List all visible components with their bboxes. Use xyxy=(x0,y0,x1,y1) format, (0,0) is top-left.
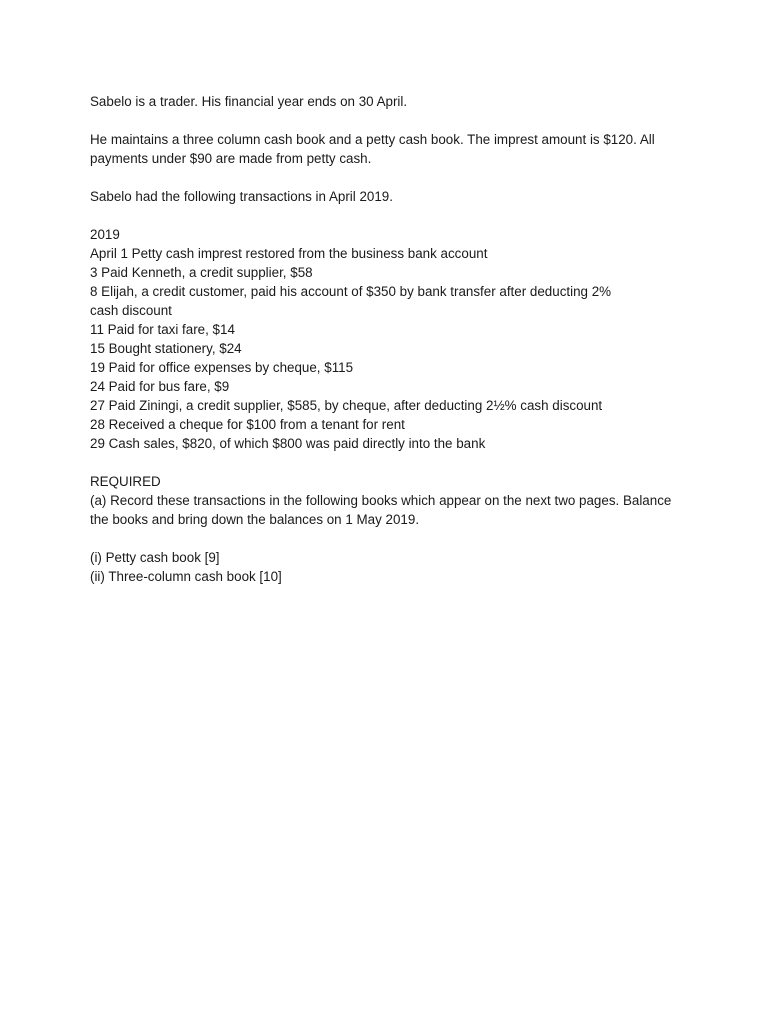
transaction-item: 27 Paid Ziningi, a credit supplier, $585, by cheque, after deducting 2½% cash discount xyxy=(90,398,603,413)
transaction-item: 15 Bought stationery, $24 xyxy=(90,341,242,356)
transaction-year: 2019 xyxy=(90,227,120,242)
transaction-item: 29 Cash sales, $820, of which $800 was paid directly into the bank xyxy=(90,436,486,451)
required-part: (i) Petty cash book [9] xyxy=(90,550,220,565)
transaction-item: 28 Received a cheque for $100 from a tenant for rent xyxy=(90,417,405,432)
transaction-list xyxy=(90,225,690,453)
required-instruction: (a) Record these transactions in the following books which appear on the next two pages. Balance the books and bring down the balances on 1 May 2019. xyxy=(90,493,672,527)
required-heading: REQUIRED xyxy=(90,474,161,489)
intro-sentence: Sabelo is a trader. His financial year ends on 30 April. xyxy=(90,94,408,109)
transaction-item: 8 Elijah, a credit customer, paid his account of $350 by bank transfer after deducting 2% cash discount xyxy=(90,284,612,318)
transaction-item: 19 Paid for office expenses by cheque, $115 xyxy=(90,360,354,375)
transaction-item: April 1 Petty cash imprest restored from the business bank account xyxy=(90,246,488,261)
required-part: (ii) Three-column cash book [10] xyxy=(90,569,282,584)
required-parts xyxy=(90,548,690,586)
document-page xyxy=(90,92,690,605)
transaction-item: 11 Paid for taxi fare, $14 xyxy=(90,322,235,337)
transactions-intro: Sabelo had the following transactions in April 2019. xyxy=(90,189,393,204)
cash-book-description: He maintains a three column cash book and a petty cash book. The imprest amount is $120. All payments under $90 are made from petty cash. xyxy=(90,132,655,166)
transaction-item: 3 Paid Kenneth, a credit supplier, $58 xyxy=(90,265,313,280)
transaction-item: 24 Paid for bus fare, $9 xyxy=(90,379,230,394)
required-section xyxy=(90,472,690,529)
